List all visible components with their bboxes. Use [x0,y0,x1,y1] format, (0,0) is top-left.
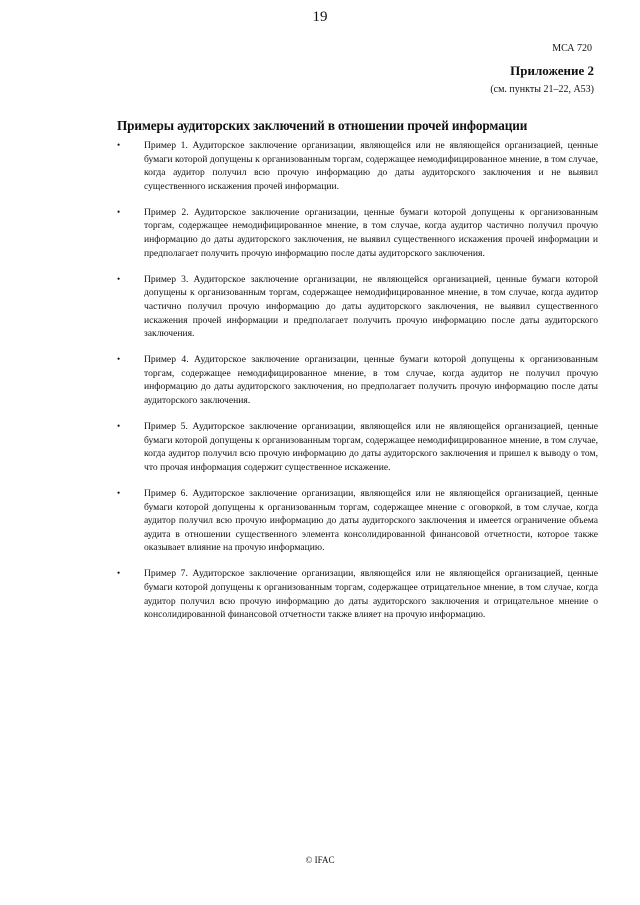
list-item [117,206,598,260]
example-text: Пример 5. Аудиторское заключение организации, являющейся или не являющейся организацией, ценные бумаги которой допущены к организованным торгам, содержащее немодифицированное мнение, в том случае, когда аудитор получил всю прочую информацию до даты аудиторского заключения и пришел к выводу о том, что прочая информация содержит существенное искажение. [144,421,598,473]
list-item [117,353,598,407]
bullet-icon: • [117,140,121,150]
example-text: Пример 1. Аудиторское заключение организации, являющейся или не являющейся организацией, ценные бумаги которой допущены к организованным торгам, содержащее немодифицированное мнение, в том случае, когда аудитор получил всю прочую информацию до даты аудиторского заключения и не выявил существенного искажения прочей информации. [144,140,598,192]
example-text: Пример 2. Аудиторское заключение организации, ценные бумаги которой допущены к организованным торгам, содержащее немодифицированное мнение, в том случае, когда аудитор частично получил прочую информацию до даты аудиторского заключения, не выявил существенного искажения прочей информации и предполагает получить прочую информацию после даты аудиторского заключения. [144,206,598,259]
bullet-icon: • [117,206,121,217]
example-text: Пример 4. Аудиторское заключение организации, ценные бумаги которой допущены к организованным торгам, содержащее немодифицированное мнение, в том случае, когда аудитор не получил прочую информацию до даты аудиторского заключения, но предполагает получить прочую информацию после даты аудиторского заключения. [144,354,598,406]
copyright-footer: © IFAC [305,855,335,865]
list-item [117,420,598,474]
page-number: 19 [312,9,328,25]
example-text: Пример 7. Аудиторское заключение организации, являющейся или не являющейся организацией, ценные бумаги которой допущены к организованным торгам, содержащее отрицательное мнение, в том случае, когда аудитор получил всю прочую информацию до даты аудиторского заключения и отрицательное мнение о консолидированной финансовой отчетности также влияет на прочую информацию. [144,568,598,621]
bullet-icon: • [117,421,121,432]
list-item [117,273,598,341]
example-text: Пример 3. Аудиторское заключение организации, не являющейся организацией, ценные бумаги которой допущены к организованным торгам, содержащее немодифицированное мнение, в том случае, когда аудитор частично получил прочую информацию до даты аудиторского заключения, не выявил существенного искажения прочей информации и предполагает получить прочую информацию после даты аудиторского заключения. [144,273,598,340]
standard-code: МСА 720 [552,43,592,54]
bullet-icon: • [117,273,121,284]
appendix-reference: (см. пункты 21–22, А53) [490,84,594,95]
section-heading: Примеры аудиторских заключений в отношении прочей информации [117,118,528,133]
list-item [117,567,598,621]
appendix-title: Приложение 2 [510,63,594,78]
bullet-icon: • [117,354,121,365]
examples-list [117,139,598,634]
example-text: Пример 6. Аудиторское заключение организации, являющейся или не являющейся организацией, ценные бумаги которой допущены к организованным торгам, содержащее мнение с оговоркой, в том случае, когда аудитор получил всю прочую информацию до даты аудиторского заключения и имеется ограничение объема аудита в отношении существенного элемента консолидированной финансовой отчетности, которое также оказывает влияние на прочую информацию. [144,487,598,554]
bullet-icon: • [117,487,121,498]
list-item [117,139,598,193]
bullet-icon: • [117,568,121,579]
list-item [117,487,598,555]
